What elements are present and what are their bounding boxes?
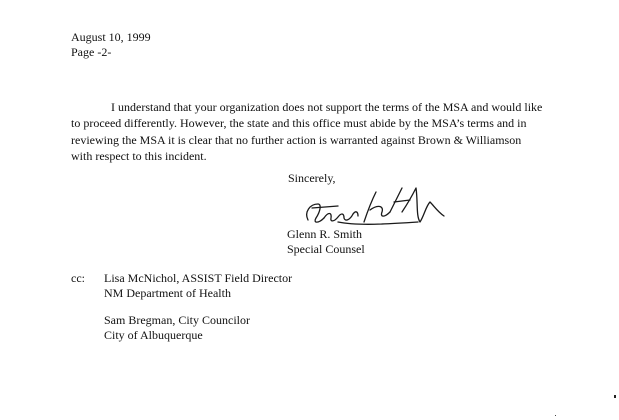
closing: Sincerely, [288, 171, 336, 185]
signer-name: Glenn R. Smith [287, 227, 363, 241]
body-line: with respect to this incident. [71, 148, 207, 163]
body-line: to proceed differently. However, the state and this office must abide by the MSA’s terms and in [71, 116, 527, 131]
recipient-org: City of Albuquerque [104, 328, 203, 342]
cc-label: cc: [71, 271, 85, 285]
recipient-name: Lisa McNichol, ASSIST Field Director [104, 271, 293, 285]
recipient-name: Sam Bregman, City Councilor [104, 313, 250, 327]
page-number: Page -2- [71, 45, 112, 59]
recipient-org: NM Department of Health [104, 286, 231, 300]
letter-date: August 10, 1999 [71, 30, 151, 44]
signer-title: Special Counsel [287, 242, 365, 256]
body-line: reviewing the MSA it is clear that no further action is warranted against Brown & Williamson [71, 132, 522, 147]
body-line: I understand that your organization does not support the terms of the MSA and would like [111, 100, 543, 114]
